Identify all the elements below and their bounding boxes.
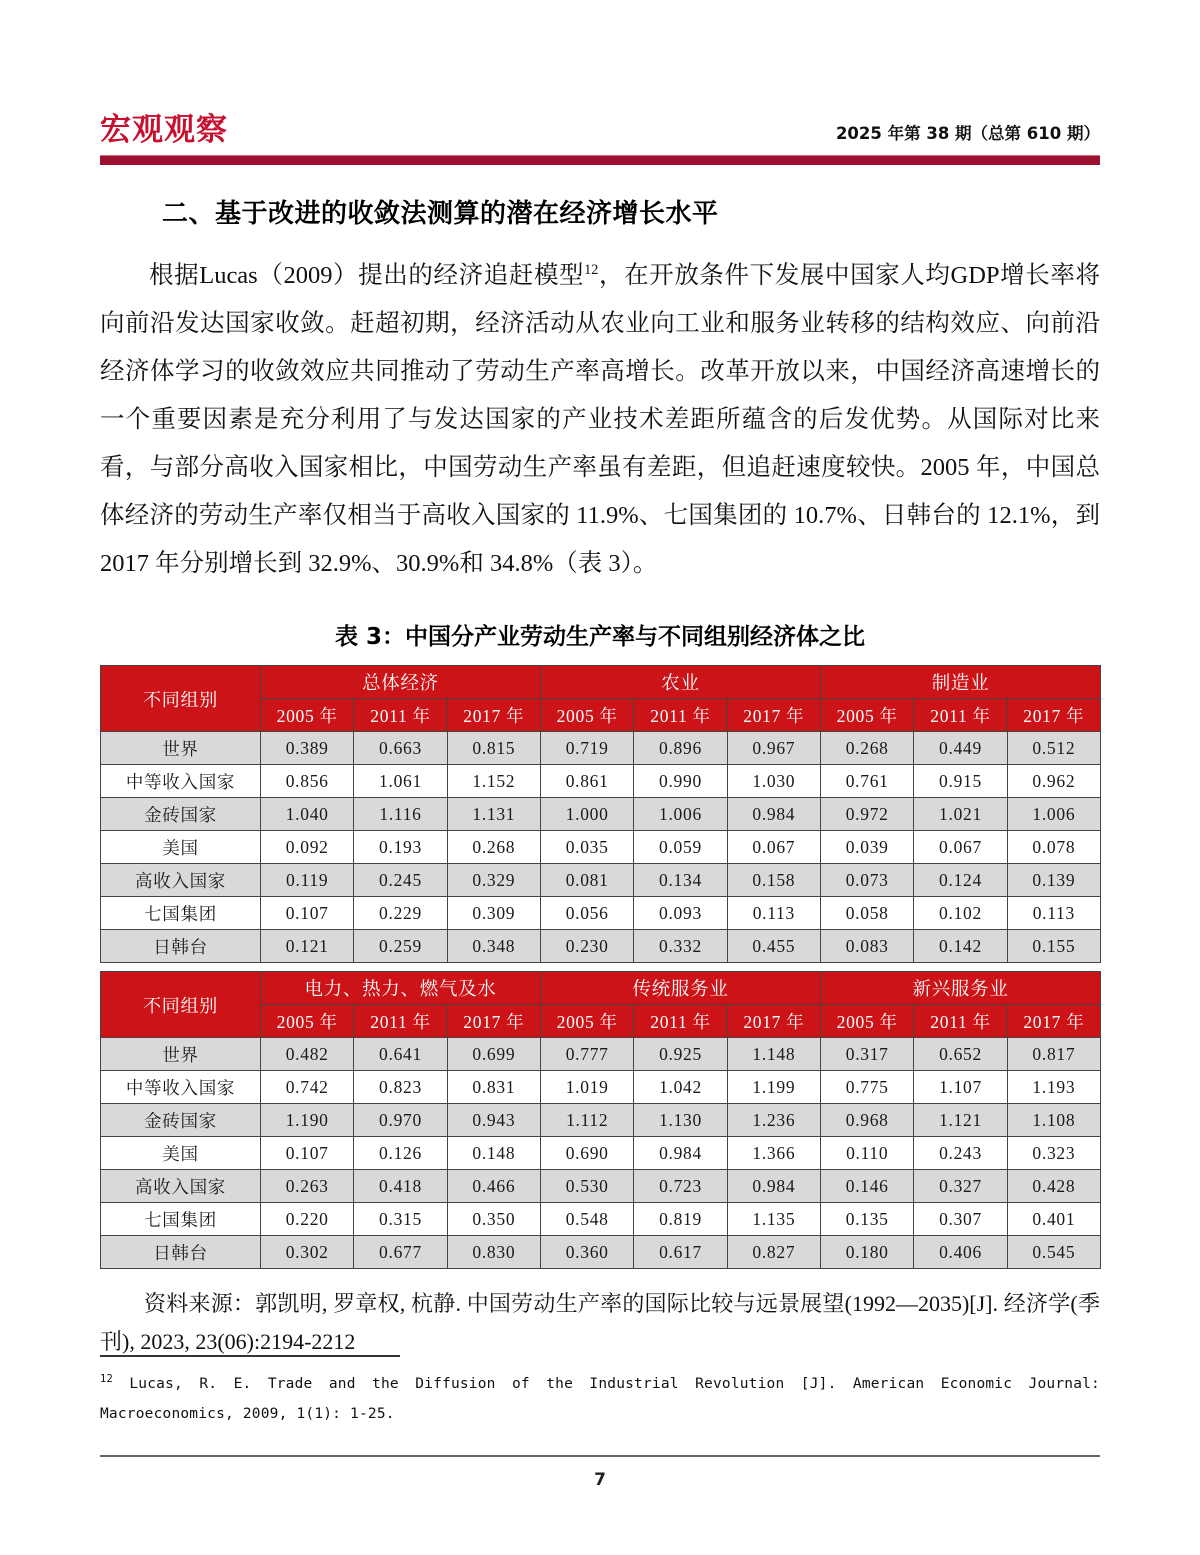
table-row: [101, 1236, 1101, 1269]
header-year: 2017 年: [447, 699, 540, 732]
header-year: 2011 年: [634, 699, 727, 732]
footnote-divider: [100, 1355, 400, 1357]
table-cell: 0.243: [914, 1137, 1007, 1170]
table-caption: 表 3：中国分产业劳动生产率与不同组别经济体之比: [334, 624, 865, 650]
table-cell: 0.943: [447, 1104, 540, 1137]
table-cell: 0.455: [727, 930, 820, 963]
header-year: 2017 年: [1007, 1005, 1100, 1038]
table-cell: 0.972: [821, 798, 914, 831]
header-year: 2017 年: [447, 1005, 540, 1038]
header-year: 2005 年: [540, 699, 633, 732]
table-cell: 0.530: [541, 1170, 634, 1203]
row-label: 七国集团: [101, 897, 261, 930]
table-source-note: 资料来源：郭凯明, 罗章权, 杭静. 中国劳动生产率的国际比较与远景展望(1992—2035)[J]. 经济学(季刊), 2023, 23(06):2194-2212: [100, 1291, 1100, 1354]
header-year: 2005 年: [821, 699, 914, 732]
table-cell: 0.449: [914, 732, 1007, 765]
header-year: 2005 年: [261, 699, 354, 732]
table-head-part2: [101, 972, 1101, 1038]
publication-title: 宏观观察: [100, 112, 228, 148]
row-label: 美国: [101, 1137, 261, 1170]
table-cell: 1.040: [261, 798, 354, 831]
table-body-part1: [101, 732, 1101, 963]
header-row-label: 不同组别: [101, 972, 261, 1038]
table-cell: 1.042: [634, 1071, 727, 1104]
table-cell: 0.056: [540, 897, 633, 930]
table-row: [101, 831, 1101, 864]
row-label: 日韩台: [101, 930, 261, 963]
table-cell: 0.512: [1007, 732, 1100, 765]
table-cell: 0.690: [541, 1137, 634, 1170]
page-number: 7: [594, 1470, 606, 1490]
table-cell: 1.121: [914, 1104, 1007, 1137]
table-row: [101, 798, 1101, 831]
table-cell: 0.121: [261, 930, 354, 963]
table-cell: 0.677: [354, 1236, 447, 1269]
table-cell: 0.107: [261, 1137, 354, 1170]
table-cell: 1.199: [727, 1071, 820, 1104]
row-label: 金砖国家: [101, 798, 261, 831]
table-cell: 0.139: [1007, 864, 1100, 897]
header-row-label: 不同组别: [101, 666, 261, 732]
footnote-block: [100, 1355, 1100, 1429]
masthead: [100, 0, 1100, 146]
table-cell: 0.962: [1007, 765, 1100, 798]
table-cell: 0.332: [634, 930, 727, 963]
table-cell: 1.130: [634, 1104, 727, 1137]
table-cell: 0.142: [914, 930, 1007, 963]
table-cell: 0.719: [540, 732, 633, 765]
table-cell: 0.245: [354, 864, 447, 897]
table-cell: 0.134: [634, 864, 727, 897]
table-cell: 1.131: [447, 798, 540, 831]
table-cell: 1.112: [541, 1104, 634, 1137]
table-cell: 0.389: [261, 732, 354, 765]
table-cell: 0.548: [541, 1203, 634, 1236]
header-year: 2005 年: [541, 1005, 634, 1038]
table-cell: 0.830: [447, 1236, 540, 1269]
table-cell: 0.263: [261, 1170, 354, 1203]
table-cell: 0.092: [261, 831, 354, 864]
page-footer-divider: [100, 1455, 1100, 1457]
table-cell: 0.817: [1007, 1038, 1100, 1071]
footnote-citation: Lucas, R. E. Trade and the Diffusion of the Industrial Revolution [J]. American Economic Journal: Macroeconomics, 2009, 1(1): 1-25.: [100, 1376, 1100, 1422]
table-cell: 0.967: [727, 732, 820, 765]
footnote-entry: [100, 1369, 1100, 1429]
table-cell: 0.158: [727, 864, 820, 897]
table-cell: 0.102: [914, 897, 1007, 930]
table-cell: 1.061: [354, 765, 447, 798]
table-cell: 0.856: [261, 765, 354, 798]
table-cell: 0.067: [914, 831, 1007, 864]
table-cell: 0.146: [821, 1170, 914, 1203]
table-cell: 0.124: [914, 864, 1007, 897]
table-cell: 0.035: [540, 831, 633, 864]
table-row: [101, 1137, 1101, 1170]
table-cell: 1.152: [447, 765, 540, 798]
table-row: [101, 897, 1101, 930]
table-cell: 0.220: [261, 1203, 354, 1236]
table-cell: 0.078: [1007, 831, 1100, 864]
masthead-divider: [100, 155, 1100, 165]
table-cell: 0.259: [354, 930, 447, 963]
footnote-reference[interactable]: 12: [584, 261, 599, 278]
header-group-4: 电力、热力、燃气及水: [261, 972, 541, 1005]
table-cell: 0.466: [447, 1170, 540, 1203]
header-year: 2011 年: [354, 699, 447, 732]
table-cell: 0.350: [447, 1203, 540, 1236]
body-paragraph: [100, 252, 1100, 588]
row-label: 中等收入国家: [101, 1071, 261, 1104]
row-label: 日韩台: [101, 1236, 261, 1269]
labor-productivity-table-part2: [100, 971, 1101, 1269]
table-cell: 0.073: [821, 864, 914, 897]
table-cell: 0.268: [821, 732, 914, 765]
table-cell: 0.723: [634, 1170, 727, 1203]
table-cell: 0.984: [727, 798, 820, 831]
table-row: [101, 1038, 1101, 1071]
table-cell: 0.652: [914, 1038, 1007, 1071]
header-year: 2011 年: [914, 699, 1007, 732]
table-row: [101, 765, 1101, 798]
table-cell: 1.193: [1007, 1071, 1100, 1104]
table-cell: 0.126: [354, 1137, 447, 1170]
table-cell: 0.155: [1007, 930, 1100, 963]
header-year: 2017 年: [727, 699, 820, 732]
table-block-gap: [100, 963, 1100, 971]
table-cell: 0.059: [634, 831, 727, 864]
table-row: [101, 1104, 1101, 1137]
table-cell: 0.984: [634, 1137, 727, 1170]
table-cell: 0.861: [540, 765, 633, 798]
table-cell: 0.083: [821, 930, 914, 963]
table-cell: 1.030: [727, 765, 820, 798]
section-heading: 二、基于改进的收敛法测算的潜在经济增长水平: [162, 199, 719, 229]
table-cell: 0.315: [354, 1203, 447, 1236]
header-year: 2011 年: [914, 1005, 1007, 1038]
table-cell: 1.006: [634, 798, 727, 831]
table-cell: 0.039: [821, 831, 914, 864]
header-year: 2011 年: [634, 1005, 727, 1038]
table-cell: 0.110: [821, 1137, 914, 1170]
header-group-2: 农业: [540, 666, 820, 699]
table-cell: 1.107: [914, 1071, 1007, 1104]
table-cell: 1.190: [261, 1104, 354, 1137]
row-label: 七国集团: [101, 1203, 261, 1236]
table-cell: 0.990: [634, 765, 727, 798]
table-row: [101, 864, 1101, 897]
table-cell: 1.006: [1007, 798, 1100, 831]
header-group-3: 制造业: [821, 666, 1101, 699]
header-group-5: 传统服务业: [541, 972, 821, 1005]
table-cell: 0.406: [914, 1236, 1007, 1269]
table-cell: 0.896: [634, 732, 727, 765]
table-row: [101, 1071, 1101, 1104]
paragraph-part-two: ，在开放条件下发展中国家人均GDP增长率将向前沿发达国家收敛。赶超初期，经济活动从农业向工业和服务业转移的结构效应、向前沿经济体学习的收敛效应共同推动了劳动生产率高增长。改革开放以来，中国经济高速增长的一个重要因素是充分利用了与发达国家的产业技术差距所蕴含的后发优势。从国际对比来看，与部分高收入国家相比，中国劳动生产率虽有差距，但追赶速度较快。2005 年，中国总体经济的劳动生产率仅相当于高收入国家的 11.9%、七国集团的 10.7%、日韩台的 12.1%，到 2017 年分别增长到 32.9%、30.9%和 34.8%（表 3）。: [100, 262, 1100, 577]
table-cell: 0.302: [261, 1236, 354, 1269]
table-cell: 1.148: [727, 1038, 820, 1071]
table-cell: 0.360: [541, 1236, 634, 1269]
row-label: 高收入国家: [101, 1170, 261, 1203]
table-cell: 0.067: [727, 831, 820, 864]
table-cell: 0.135: [821, 1203, 914, 1236]
table-head-part1: [101, 666, 1101, 732]
header-year: 2005 年: [261, 1005, 354, 1038]
table-row: [101, 1170, 1101, 1203]
table-cell: 1.108: [1007, 1104, 1100, 1137]
header-year: 2017 年: [1007, 699, 1100, 732]
table-cell: 0.268: [447, 831, 540, 864]
table-header-group-row: [101, 972, 1101, 1005]
table-cell: 0.742: [261, 1071, 354, 1104]
table-cell: 1.021: [914, 798, 1007, 831]
table-cell: 0.775: [821, 1071, 914, 1104]
table-cell: 0.323: [1007, 1137, 1100, 1170]
table-cell: 0.307: [914, 1203, 1007, 1236]
header-year: 2005 年: [821, 1005, 914, 1038]
table-cell: 0.180: [821, 1236, 914, 1269]
table-cell: 1.116: [354, 798, 447, 831]
table-cell: 0.309: [447, 897, 540, 930]
paragraph-part-one: 根据Lucas（2009）提出的经济追赶模型: [149, 262, 585, 289]
table-cell: 0.545: [1007, 1236, 1100, 1269]
table-cell: 0.663: [354, 732, 447, 765]
table-cell: 0.058: [821, 897, 914, 930]
table-cell: 0.617: [634, 1236, 727, 1269]
table-cell: 1.019: [541, 1071, 634, 1104]
table-header-group-row: [101, 666, 1101, 699]
table-cell: 0.970: [354, 1104, 447, 1137]
header-year: 2017 年: [727, 1005, 820, 1038]
table-cell: 0.348: [447, 930, 540, 963]
table-cell: 0.915: [914, 765, 1007, 798]
table-cell: 0.317: [821, 1038, 914, 1071]
row-label: 世界: [101, 732, 261, 765]
footnote-number: 12: [100, 1373, 113, 1386]
labor-productivity-table-part1: [100, 665, 1101, 963]
table-cell: 0.329: [447, 864, 540, 897]
table-cell: 0.081: [540, 864, 633, 897]
row-label: 高收入国家: [101, 864, 261, 897]
table-cell: 1.236: [727, 1104, 820, 1137]
table-cell: 0.819: [634, 1203, 727, 1236]
table-cell: 0.641: [354, 1038, 447, 1071]
header-year: 2011 年: [354, 1005, 447, 1038]
table-cell: 0.327: [914, 1170, 1007, 1203]
row-label: 中等收入国家: [101, 765, 261, 798]
table-cell: 0.428: [1007, 1170, 1100, 1203]
table-cell: 0.815: [447, 732, 540, 765]
table-body-part2: [101, 1038, 1101, 1269]
table-cell: 0.418: [354, 1170, 447, 1203]
issue-label: 2025 年第 38 期（总第 610 期）: [835, 123, 1100, 143]
table-cell: 0.827: [727, 1236, 820, 1269]
table-cell: 0.925: [634, 1038, 727, 1071]
table-cell: 0.968: [821, 1104, 914, 1137]
table-cell: 0.401: [1007, 1203, 1100, 1236]
table-cell: 1.000: [540, 798, 633, 831]
header-group-1: 总体经济: [261, 666, 541, 699]
table-cell: 0.699: [447, 1038, 540, 1071]
table-cell: 1.135: [727, 1203, 820, 1236]
table-cell: 0.230: [540, 930, 633, 963]
table-cell: 0.761: [821, 765, 914, 798]
table-cell: 0.777: [541, 1038, 634, 1071]
table-cell: 0.984: [727, 1170, 820, 1203]
table-cell: 0.113: [1007, 897, 1100, 930]
row-label: 美国: [101, 831, 261, 864]
table-cell: 0.119: [261, 864, 354, 897]
table-cell: 0.193: [354, 831, 447, 864]
table-row: [101, 1203, 1101, 1236]
header-group-6: 新兴服务业: [821, 972, 1101, 1005]
table-cell: 0.148: [447, 1137, 540, 1170]
table-row: [101, 930, 1101, 963]
table-cell: 0.823: [354, 1071, 447, 1104]
table-cell: 0.229: [354, 897, 447, 930]
table-cell: 0.831: [447, 1071, 540, 1104]
row-label: 金砖国家: [101, 1104, 261, 1137]
table-cell: 0.093: [634, 897, 727, 930]
table-cell: 1.366: [727, 1137, 820, 1170]
table-cell: 0.113: [727, 897, 820, 930]
table-cell: 0.107: [261, 897, 354, 930]
table-row: [101, 732, 1101, 765]
row-label: 世界: [101, 1038, 261, 1071]
table-cell: 0.482: [261, 1038, 354, 1071]
